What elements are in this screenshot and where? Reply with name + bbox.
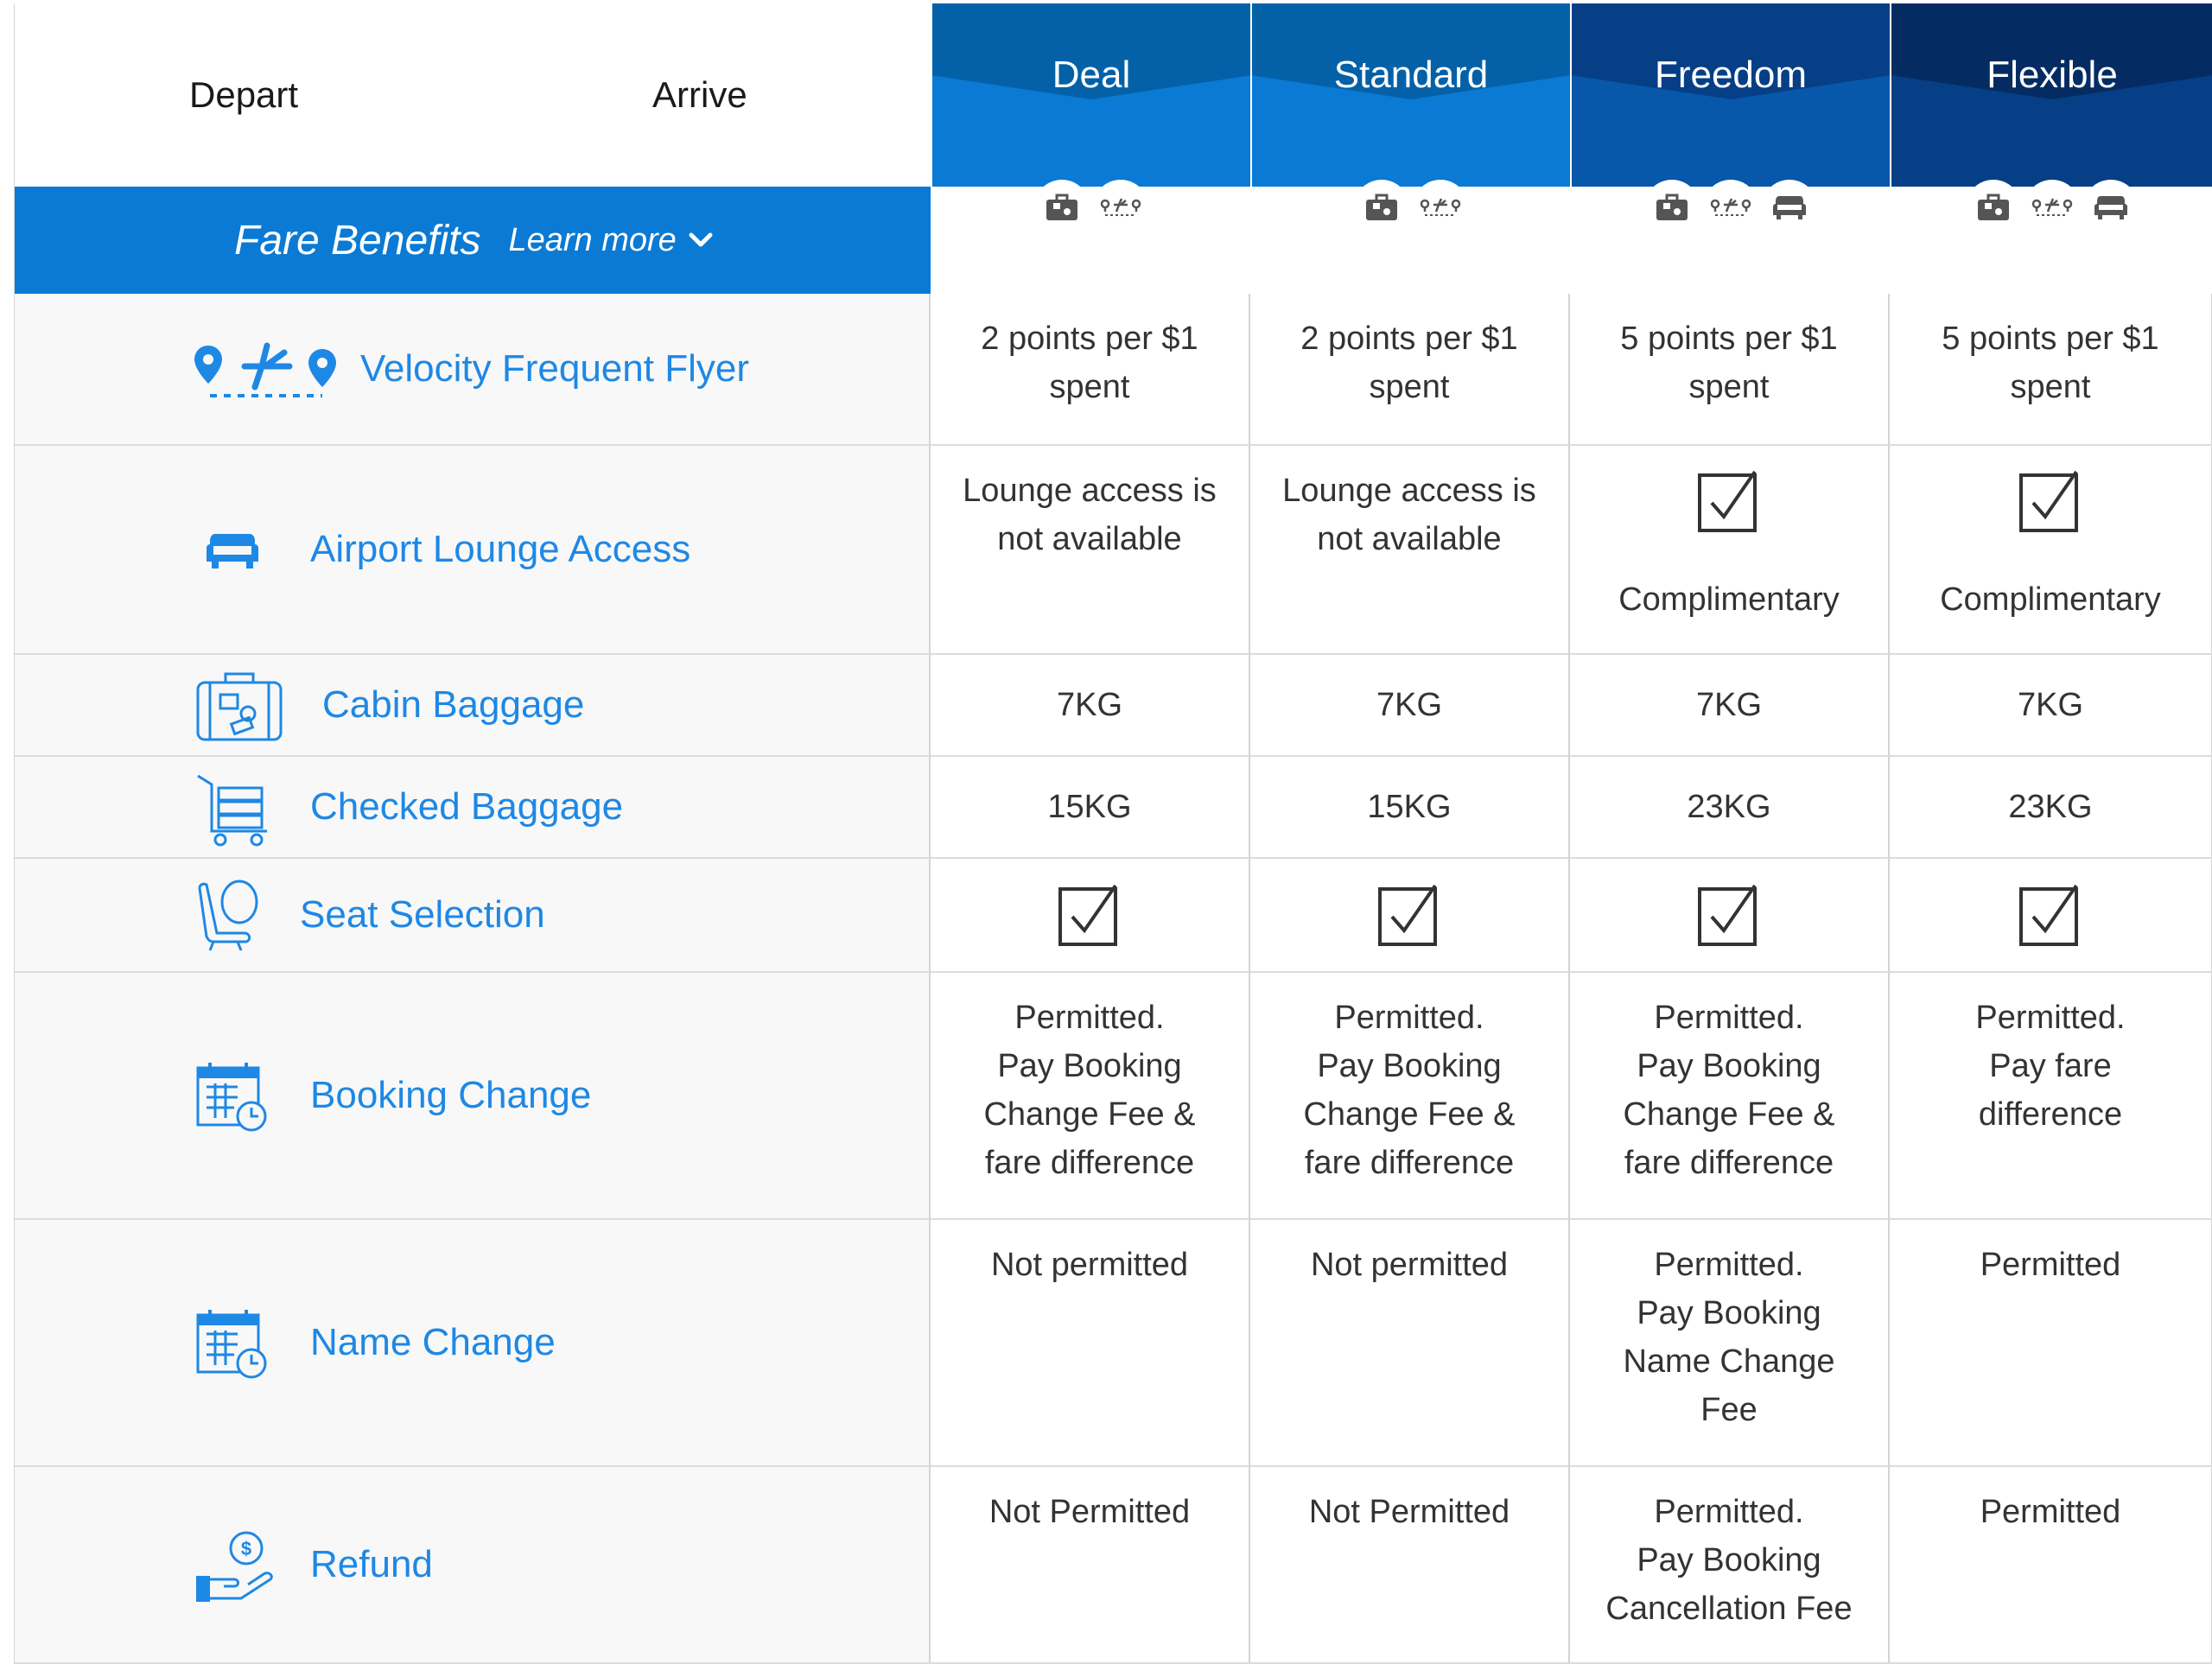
- cell-refund-standard: [1250, 1467, 1570, 1664]
- checkbox-checked-icon: [2018, 468, 2083, 534]
- seat-icon: [194, 880, 264, 952]
- calendar-clock-icon: [194, 1306, 270, 1382]
- arrive-label: Arrive: [652, 74, 747, 115]
- lounge-couch-icon: [205, 530, 260, 570]
- feature-velocity-frequent-flyer: [15, 294, 931, 446]
- cell-text-line: spent: [1049, 369, 1130, 405]
- fare-icons: [1572, 180, 1890, 235]
- cell-text-line: 15KG: [1367, 789, 1452, 825]
- feature-name-change: [15, 1220, 931, 1467]
- cell-lounge-standard: [1250, 446, 1570, 655]
- feature-label: Booking Change: [310, 1074, 592, 1116]
- cell-text-line: 2 points per $1: [1300, 321, 1518, 357]
- velocity-icon: [1413, 180, 1468, 235]
- cabin-bag-icon: [1644, 180, 1700, 235]
- depart-label: Depart: [189, 74, 299, 115]
- cell-text-line: Fee: [1700, 1392, 1758, 1428]
- fare-benefits-title: Fare Benefits: [234, 217, 481, 264]
- cell-checked-flexible: [1890, 757, 2212, 859]
- learn-more-label: Learn more: [508, 221, 677, 258]
- feature-seat-selection: [15, 859, 931, 973]
- checkbox-checked-icon: [2018, 882, 2083, 948]
- cell-text-line: 15KG: [1047, 789, 1132, 825]
- cell-cabin-freedom: [1570, 655, 1890, 757]
- cell-text-line: Not permitted: [1310, 1247, 1509, 1283]
- fare-icons: [1252, 180, 1570, 235]
- checkbox-checked-icon: [1376, 882, 1442, 948]
- cell-refund-flexible: [1890, 1467, 2212, 1664]
- cell-text-line: spent: [1688, 369, 1770, 405]
- cell-text-line: Name Change: [1623, 1343, 1835, 1380]
- cell-text-line: Permitted.: [1654, 1247, 1804, 1283]
- fare-column-deal[interactable]: [931, 3, 1250, 294]
- cell-cabin-deal: [931, 655, 1250, 757]
- cell-text-line: 5 points per $1: [1942, 321, 2159, 357]
- cell-text-line: fare difference: [1304, 1145, 1515, 1181]
- cell-lounge-freedom: [1570, 446, 1890, 655]
- cell-booking-standard: [1250, 973, 1570, 1220]
- cell-text-line: fare difference: [1624, 1145, 1834, 1181]
- cell-text-line: Complimentary: [1940, 581, 2161, 618]
- cell-booking-freedom: [1570, 973, 1890, 1220]
- cell-cabin-flexible: [1890, 655, 2212, 757]
- cell-velocity-flexible: [1890, 294, 2212, 446]
- fare-allowance: FREE 22 KG: [1010, 247, 1173, 278]
- cell-text-line: difference: [1978, 1096, 2123, 1133]
- fare-allowance: FREE 22 KG: [1330, 247, 1492, 278]
- lounge-icon: [1762, 180, 1817, 235]
- cell-text-line: fare difference: [984, 1145, 1195, 1181]
- cell-checked-standard: [1250, 757, 1570, 859]
- cell-velocity-standard: [1250, 294, 1570, 446]
- cell-velocity-deal: [931, 294, 1250, 446]
- fare-name: Flexible: [1986, 54, 2118, 96]
- cell-text-line: Complimentary: [1618, 581, 1840, 618]
- feature-label: Refund: [310, 1543, 433, 1585]
- cell-seat-freedom: [1570, 859, 1890, 973]
- cell-text-line: 23KG: [1687, 789, 1771, 825]
- cell-text-line: Pay fare: [1989, 1048, 2112, 1084]
- cell-name-standard: [1250, 1220, 1570, 1467]
- cell-checked-deal: [931, 757, 1250, 859]
- refund-hand-coin-icon: [194, 1527, 277, 1605]
- feature-airport-lounge-access: [15, 446, 931, 655]
- cell-text-line: not available: [1317, 521, 1502, 557]
- velocity-icon: [2024, 180, 2080, 235]
- cell-text-line: 23KG: [2008, 789, 2093, 825]
- cell-text-line: Lounge access is: [1282, 473, 1536, 509]
- cell-text-line: Pay Booking: [1637, 1542, 1821, 1578]
- cell-text-line: 5 points per $1: [1620, 321, 1838, 357]
- cell-refund-freedom: [1570, 1467, 1890, 1664]
- feature-label: Name Change: [310, 1321, 556, 1363]
- cabin-bag-icon: [1354, 180, 1409, 235]
- cell-text-line: Permitted.: [1654, 1000, 1804, 1036]
- cell-name-flexible: [1890, 1220, 2212, 1467]
- cell-text-line: Not permitted: [990, 1247, 1189, 1283]
- checkbox-checked-icon: [1696, 882, 1762, 948]
- checkbox-checked-icon: [1057, 882, 1122, 948]
- velocity-frequent-flyer-icon: [193, 342, 338, 404]
- fare-name: Freedom: [1654, 54, 1808, 96]
- cell-text-line: Not Permitted: [988, 1494, 1191, 1530]
- cell-text-line: Pay Booking: [1637, 1048, 1821, 1084]
- cell-checked-freedom: [1570, 757, 1890, 859]
- cabin-bag-icon: [1966, 180, 2021, 235]
- fare-comparison-table: [14, 3, 2212, 1664]
- cell-seat-standard: [1250, 859, 1570, 973]
- feature-checked-baggage: [15, 757, 931, 859]
- cell-text-line: not available: [997, 521, 1182, 557]
- cell-text-line: Permitted.: [1654, 1494, 1804, 1530]
- cell-text-line: Permitted.: [1334, 1000, 1484, 1036]
- fare-column-freedom[interactable]: [1570, 3, 1890, 294]
- feature-booking-change: [15, 973, 931, 1220]
- cell-booking-flexible: [1890, 973, 2212, 1220]
- chevron-down-icon: [689, 232, 713, 248]
- cell-cabin-standard: [1250, 655, 1570, 757]
- cell-text-line: Change Fee &: [1623, 1096, 1835, 1133]
- lounge-icon: [2083, 180, 2139, 235]
- cell-booking-deal: [931, 973, 1250, 1220]
- fare-allowance: FREE 30 KG: [1971, 247, 2133, 278]
- cell-text-line: Pay Booking: [1637, 1295, 1821, 1331]
- cell-text-line: 7KG: [1376, 687, 1443, 723]
- fare-column-flexible[interactable]: [1890, 3, 2212, 294]
- feature-label: Seat Selection: [300, 893, 545, 936]
- baggage-trolley-icon: [194, 771, 277, 848]
- cell-text-line: Not Permitted: [1308, 1494, 1510, 1530]
- cell-text-line: Permitted: [1980, 1247, 2121, 1283]
- cell-name-deal: [931, 1220, 1250, 1467]
- cell-text-line: Cancellation Fee: [1605, 1591, 1853, 1627]
- velocity-icon: [1093, 180, 1148, 235]
- cell-text-line: Lounge access is: [963, 473, 1217, 509]
- cell-seat-deal: [931, 859, 1250, 973]
- fare-icons: [1891, 180, 2212, 235]
- feature-label: Cabin Baggage: [322, 683, 585, 726]
- cell-text-line: Permitted.: [1014, 1000, 1165, 1036]
- fare-benefits-bar: [15, 187, 931, 294]
- cell-text-line: 2 points per $1: [981, 321, 1198, 357]
- feature-label: Airport Lounge Access: [310, 528, 691, 570]
- feature-label: Checked Baggage: [310, 785, 624, 828]
- fare-allowance: FREE 30 KG: [1649, 247, 1812, 278]
- suitcase-icon: [194, 669, 284, 743]
- feature-label: Velocity Frequent Flyer: [360, 347, 749, 390]
- learn-more-link[interactable]: [508, 222, 712, 259]
- cell-lounge-deal: [931, 446, 1250, 655]
- fare-name: Standard: [1333, 54, 1489, 96]
- cell-seat-flexible: [1890, 859, 2212, 973]
- cell-text-line: 7KG: [1695, 687, 1763, 723]
- cell-text-line: spent: [1369, 369, 1450, 405]
- feature-cabin-baggage: [15, 655, 931, 757]
- cell-refund-deal: [931, 1467, 1250, 1664]
- cell-name-freedom: [1570, 1220, 1890, 1467]
- cabin-bag-icon: [1034, 180, 1090, 235]
- cell-velocity-freedom: [1570, 294, 1890, 446]
- cell-text-line: Permitted: [1980, 1494, 2121, 1530]
- cell-text-line: Pay Booking: [997, 1048, 1182, 1084]
- route-header: [15, 3, 931, 187]
- cell-lounge-flexible: [1890, 446, 2212, 655]
- cell-text-line: Change Fee &: [983, 1096, 1196, 1133]
- cell-text-line: 7KG: [1056, 687, 1123, 723]
- fare-icons: [932, 180, 1250, 235]
- cell-text-line: 7KG: [2017, 687, 2084, 723]
- cell-text-line: Pay Booking: [1317, 1048, 1502, 1084]
- cell-text-line: Change Fee &: [1303, 1096, 1516, 1133]
- feature-refund: [15, 1467, 931, 1664]
- velocity-icon: [1703, 180, 1758, 235]
- checkbox-checked-icon: [1696, 468, 1762, 534]
- fare-column-standard[interactable]: [1250, 3, 1570, 294]
- cell-text-line: Permitted.: [1975, 1000, 2126, 1036]
- fare-name: Deal: [1052, 54, 1131, 96]
- svg-text:$: $: [240, 1538, 252, 1559]
- cell-text-line: spent: [2010, 369, 2091, 405]
- calendar-clock-icon: [194, 1059, 270, 1135]
